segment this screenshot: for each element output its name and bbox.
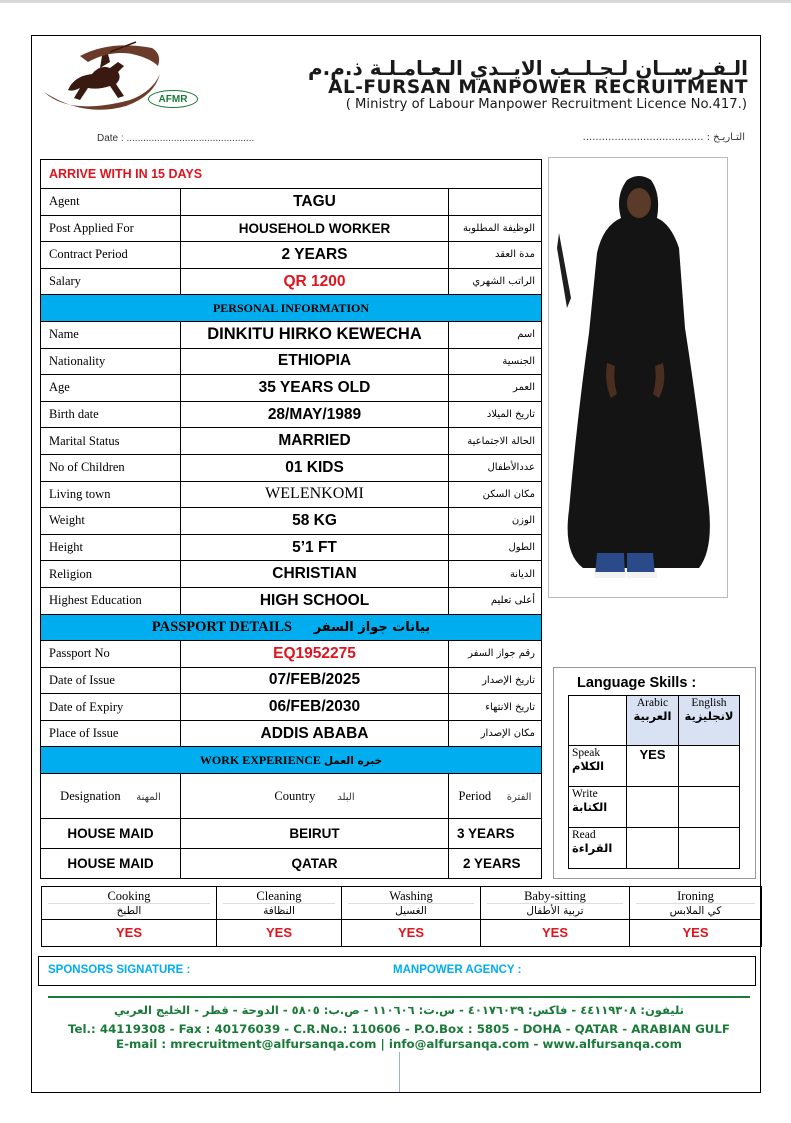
footer-contact: Tel.: 44119308 - Fax : 40176039 - C.R.No.: 110606 - P.O.Box : 5805 - DOHA - QATAR - ARABIAN GULF	[68, 1022, 730, 1036]
horse-rider-logo-icon	[40, 38, 164, 112]
table-row	[41, 401, 542, 428]
age-label-arabic: العمر	[449, 375, 542, 402]
passport-no-value: EQ1952275	[181, 641, 449, 668]
weight-label: Weight	[41, 508, 181, 535]
table-row	[41, 694, 542, 721]
skill-label-arabic: الغسيل	[348, 903, 474, 918]
name-label-arabic: اسم	[449, 321, 542, 348]
height-label: Height	[41, 534, 181, 561]
skill-label: Baby-sitting	[524, 889, 586, 903]
children-label-arabic: عددالأطفال	[449, 454, 542, 481]
work-country: BEIRUT	[181, 819, 449, 849]
write-english-value	[679, 787, 740, 828]
agent-label: Agent	[41, 189, 181, 216]
religion-label-arabic: الديانة	[449, 561, 542, 588]
education-value: HIGH SCHOOL	[181, 587, 449, 614]
applicant-photo	[548, 157, 728, 598]
table-row	[41, 242, 542, 269]
section-header-row	[41, 747, 542, 774]
agent-label-arabic	[449, 189, 542, 216]
birthdate-value: 28/MAY/1989	[181, 401, 449, 428]
post-value: HOUSEHOLD WORKER	[181, 215, 449, 242]
designation-col-label-arabic: المهنة	[136, 791, 161, 803]
work-period: 2 YEARS	[449, 849, 542, 879]
nationality-value: ETHIOPIA	[181, 348, 449, 375]
speak-label-cell	[569, 746, 627, 787]
skill-label-arabic: تربية الأطفال	[487, 903, 623, 918]
work-experience-header	[41, 747, 542, 774]
issue-date-label-arabic: تاريخ الإصدار	[449, 667, 542, 694]
country-col-label-arabic: البلد	[337, 791, 355, 803]
table-row	[41, 720, 542, 747]
passport-no-label-arabic: رقم جواز السفر	[449, 641, 542, 668]
work-designation: HOUSE MAID	[41, 819, 181, 849]
living-town-label-arabic: مكان السكن	[449, 481, 542, 508]
salary-label-arabic: الراتب الشهري	[449, 268, 542, 295]
age-value: 35 YEARS OLD	[181, 375, 449, 402]
language-row	[569, 787, 740, 828]
period-col-label: Period	[458, 788, 492, 803]
english-col-label: English	[691, 697, 727, 709]
arabic-col-label-arabic: العربية	[633, 709, 672, 723]
height-label-arabic: الطول	[449, 534, 542, 561]
table-row	[41, 508, 542, 535]
birthdate-label-arabic: تاريخ الميلاد	[449, 401, 542, 428]
nationality-label-arabic: الجنسية	[449, 348, 542, 375]
passport-header-en: PASSPORT DETAILS	[151, 618, 292, 635]
work-header-en: WORK EXPERIENCE	[199, 752, 321, 767]
read-label: Read	[572, 829, 596, 841]
issue-place-value: ADDIS ABABA	[181, 720, 449, 747]
education-label: Highest Education	[41, 587, 181, 614]
english-col-label-arabic: لانجليزية	[684, 709, 734, 723]
marital-label: Marital Status	[41, 428, 181, 455]
issue-place-label-arabic: مكان الإصدار	[449, 720, 542, 747]
language-skills-table	[568, 695, 740, 869]
table-row	[41, 587, 542, 614]
read-label-cell	[569, 828, 627, 869]
write-label-arabic: الكتابة	[572, 800, 608, 814]
language-row	[569, 746, 740, 787]
company-name: AL-FURSAN MANPOWER RECRUITMENT	[328, 77, 748, 98]
expiry-date-label: Date of Expiry	[41, 694, 181, 721]
skill-label: Washing	[389, 889, 433, 903]
work-row	[41, 849, 542, 879]
section-header-row	[41, 295, 542, 322]
skill-baby-sitting	[481, 887, 630, 920]
table-row	[41, 215, 542, 242]
speak-label-arabic: الكلام	[572, 759, 605, 773]
table-row	[41, 189, 542, 216]
footer-divider	[48, 996, 750, 998]
skill-label-arabic: النظافة	[223, 903, 335, 918]
skill-cleaning	[217, 887, 342, 920]
marital-value: MARRIED	[181, 428, 449, 455]
arabic-col-label: Arabic	[636, 697, 669, 709]
table-row	[41, 454, 542, 481]
table-row	[41, 428, 542, 455]
skill-value: YES	[630, 920, 762, 947]
arrival-notice: ARRIVE WITH IN 15 DAYS	[41, 160, 542, 189]
date-field: Date : ..............................................	[97, 133, 255, 144]
footer-arabic-contact: تليفون: ٤٤١١٩٣٠٨ - فاكس: ٤٠١٧٦٠٣٩ - س.ت: ١١٠٦٠٦ - ص.ب: ٥٨٠٥ - الدوحة - قطر - الخليج العربي	[114, 1003, 684, 1017]
speak-arabic-value: YES	[627, 746, 679, 787]
expiry-date-label-arabic: تاريخ الانتهاء	[449, 694, 542, 721]
contract-label-arabic: مدة العقد	[449, 242, 542, 269]
table-row	[41, 268, 542, 295]
passport-header	[41, 614, 542, 641]
religion-value: CHRISTIAN	[181, 561, 449, 588]
table-row	[41, 667, 542, 694]
cursor-line	[399, 1052, 400, 1092]
table-row	[41, 561, 542, 588]
work-country: QATAR	[181, 849, 449, 879]
language-corner-cell	[569, 696, 627, 746]
marital-label-arabic: الحالة الاجتماعية	[449, 428, 542, 455]
designation-col-label: Designation	[60, 788, 121, 803]
work-header-ar: خبره العمل	[323, 754, 383, 767]
skill-label-arabic: الطبخ	[48, 903, 210, 918]
passport-header-ar: بيانات جواز السفر	[313, 619, 431, 635]
personal-info-header: PERSONAL INFORMATION	[41, 295, 542, 322]
height-value: 5’1 FT	[181, 534, 449, 561]
skill-label-arabic: كي الملابس	[636, 903, 755, 918]
language-skills-title: Language Skills :	[577, 675, 697, 691]
name-value: DINKITU HIRKO KEWECHA	[181, 321, 449, 348]
skills-value-row	[42, 920, 762, 947]
write-label-cell	[569, 787, 627, 828]
passport-no-label: Passport No	[41, 641, 181, 668]
weight-value: 58 KG	[181, 508, 449, 535]
living-town-label: Living town	[41, 481, 181, 508]
top-border	[0, 0, 791, 3]
afmr-badge: AFMR	[148, 90, 198, 108]
table-row	[41, 375, 542, 402]
table-row	[41, 348, 542, 375]
expiry-date-value: 06/FEB/2030	[181, 694, 449, 721]
language-header-row	[569, 696, 740, 746]
period-col-header	[449, 774, 542, 819]
skill-washing	[342, 887, 481, 920]
work-designation: HOUSE MAID	[41, 849, 181, 879]
period-col-label-arabic: الفترة	[506, 791, 532, 803]
table-row	[41, 641, 542, 668]
arrival-row	[41, 160, 542, 189]
language-row	[569, 828, 740, 869]
arabic-col-header	[627, 696, 679, 746]
write-label: Write	[572, 788, 598, 800]
living-town-value: WELENKOMI	[181, 481, 449, 508]
country-col-label: Country	[274, 788, 316, 803]
footer-email: E-mail : mrecruitment@alfursanqa.com | info@alfursanqa.com - www.alfursanqa.com	[116, 1037, 682, 1051]
skill-value: YES	[481, 920, 630, 947]
skill-label: Ironing	[677, 889, 714, 903]
nationality-label: Nationality	[41, 348, 181, 375]
skill-value: YES	[342, 920, 481, 947]
applicant-photo-image	[549, 158, 728, 598]
issue-date-label: Date of Issue	[41, 667, 181, 694]
age-label: Age	[41, 375, 181, 402]
work-row	[41, 819, 542, 849]
name-label: Name	[41, 321, 181, 348]
agent-value: TAGU	[181, 189, 449, 216]
signature-box	[38, 956, 756, 986]
work-period: 3 YEARS	[449, 819, 542, 849]
skill-label: Cooking	[107, 889, 151, 903]
read-label-arabic: القراءة	[572, 841, 613, 855]
skill-value: YES	[217, 920, 342, 947]
weight-label-arabic: الوزن	[449, 508, 542, 535]
work-column-header-row	[41, 774, 542, 819]
children-value: 01 KIDS	[181, 454, 449, 481]
issue-date-value: 07/FEB/2025	[181, 667, 449, 694]
section-header-row	[41, 614, 542, 641]
post-label-arabic: الوظيفة المطلوبة	[449, 215, 542, 242]
agency-signature-label: MANPOWER AGENCY :	[393, 964, 522, 976]
applicant-table	[40, 159, 542, 879]
post-label: Post Applied For	[41, 215, 181, 242]
speak-english-value	[679, 746, 740, 787]
table-row	[41, 481, 542, 508]
date-field-arabic: التـاريـخ : ......................................	[582, 132, 745, 143]
write-arabic-value	[627, 787, 679, 828]
education-label-arabic: أعلى تعليم	[449, 587, 542, 614]
read-english-value	[679, 828, 740, 869]
table-row	[41, 321, 542, 348]
english-col-header	[679, 696, 740, 746]
birthdate-label: Birth date	[41, 401, 181, 428]
speak-label: Speak	[572, 747, 601, 759]
skill-ironing	[630, 887, 762, 920]
designation-col-header	[41, 774, 181, 819]
table-row	[41, 534, 542, 561]
sponsor-signature-label: SPONSORS SIGNATURE :	[48, 964, 191, 976]
skill-cooking	[42, 887, 217, 920]
company-name-arabic: الـفـرســان لـجـلــب الايــدي الـعـامـلـة ذ.م.م	[307, 56, 748, 80]
salary-value: QR 1200	[181, 268, 449, 295]
children-label: No of Children	[41, 454, 181, 481]
country-col-header	[181, 774, 449, 819]
religion-label: Religion	[41, 561, 181, 588]
salary-label: Salary	[41, 268, 181, 295]
skill-value: YES	[42, 920, 217, 947]
read-arabic-value	[627, 828, 679, 869]
skills-header-row	[42, 887, 762, 920]
issue-place-label: Place of Issue	[41, 720, 181, 747]
contract-value: 2 YEARS	[181, 242, 449, 269]
skills-table	[41, 886, 762, 947]
contract-label: Contract Period	[41, 242, 181, 269]
licence-line: ( Ministry of Labour Manpower Recruitment Licence No.417.)	[345, 97, 747, 112]
skill-label: Cleaning	[256, 889, 302, 903]
